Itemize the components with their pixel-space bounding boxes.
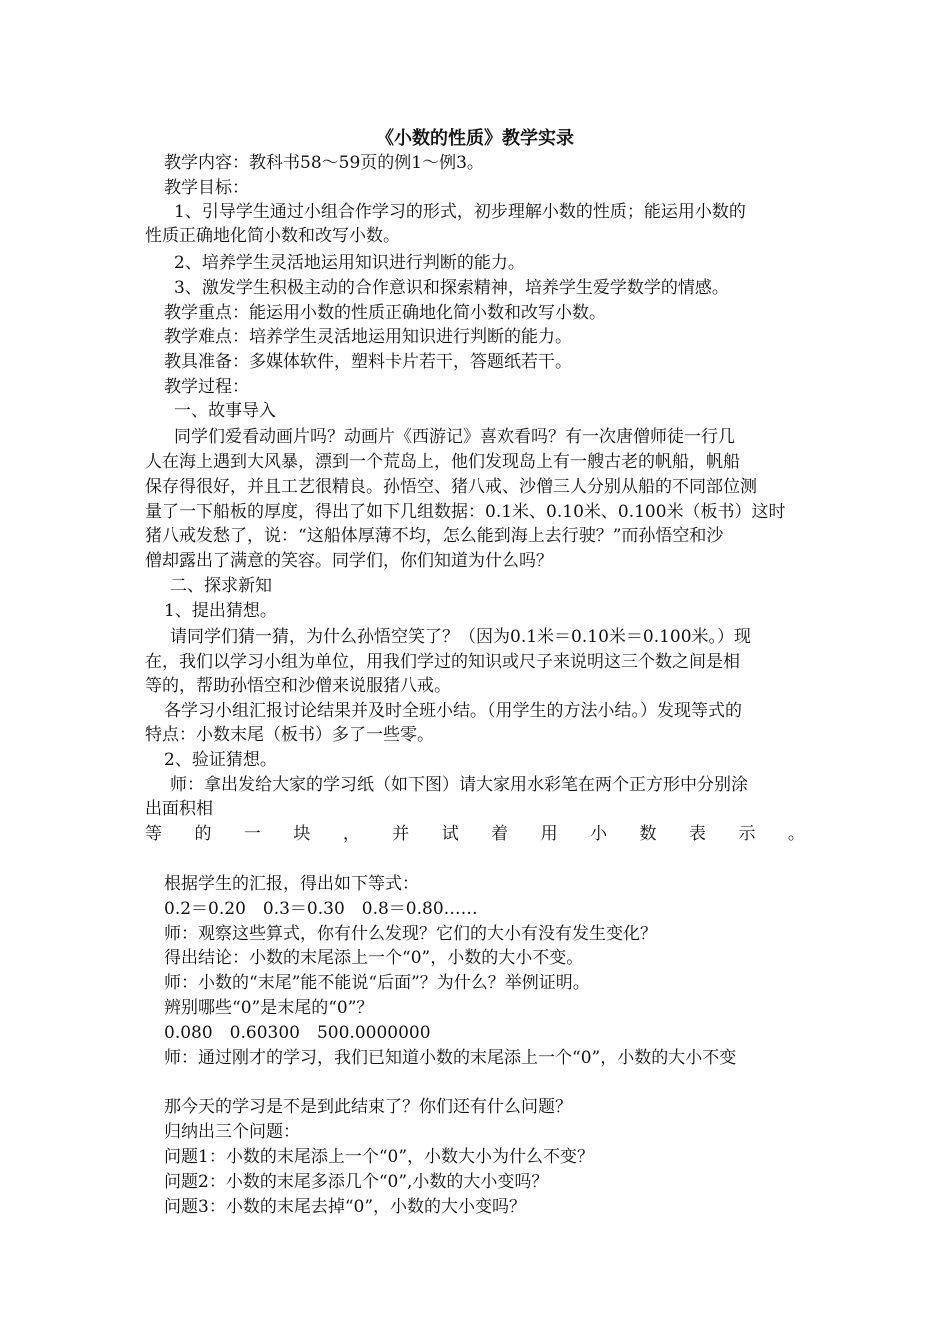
text-line: 教学目标： [164,178,249,198]
text-line: 2、验证猜想。 [164,750,277,770]
text-line: 辨别哪些“0”是末尾的“0”？ [164,998,374,1018]
text-line: 各学习小组汇报讨论结果并及时全班小结。（用学生的方法小结。）发现等式的 [164,701,742,721]
number-line: 0.080 0.60300 500.0000000 [164,1023,431,1043]
char: 示 [738,824,756,844]
text-line: 同学们爱看动画片吗？动画片《西游记》喜欢看吗？有一次唐僧师徒一行几 [174,427,735,447]
char: 并 [392,824,410,844]
text-line: 2、培养学生灵活地运用知识进行判断的能力。 [174,253,525,273]
question-line: 问题2：小数的末尾多添几个“0”,小数的大小变吗？ [164,1172,549,1192]
text-line: 教学难点：培养学生灵活地运用知识进行判断的能力。 [164,327,572,347]
question-line: 问题1：小数的末尾添上一个“0”，小数大小为什么不变？ [164,1147,595,1167]
text-line: 在，我们以学习小组为单位，用我们学过的知识或尺子来说明这三个数之间是相 [145,652,740,672]
char: 着 [491,824,509,844]
text-line: 得出结论：小数的末尾添上一个“0”，小数的大小不变。 [164,948,584,968]
text-line: 那今天的学习是不是到此结束了？你们还有什么问题？ [164,1097,572,1117]
text-line: 3、激发学生积极主动的合作意识和探索精神，培养学生爱学数学的情感。 [174,278,729,298]
char: 小 [590,824,608,844]
justified-line [145,822,805,846]
text-line: 师：小数的“末尾”能不能说“后面”？为什么？举例证明。 [164,973,590,993]
text-line: 教学过程： [164,377,249,397]
text-line: 教学内容：教科书58～59页的例1～例3。 [164,153,484,173]
text-line: 师：观察这些算式，你有什么发现？它们的大小有没有发生变化？ [164,924,657,944]
text-line: 特点：小数末尾（板书）多了一些零。 [145,725,434,745]
text-line: 量了一下船板的厚度，得出了如下几组数据：0.1米、0.10米、0.100米（板书）这时 [145,502,786,522]
char: 的 [194,824,212,844]
char: 数 [639,824,657,844]
char: 表 [688,824,706,844]
question-line: 问题3：小数的末尾去掉“0”，小数的大小变吗？ [164,1197,527,1217]
text-line: 教学重点：能运用小数的性质正确地化简小数和改写小数。 [164,303,606,323]
char: 一 [243,824,261,844]
text-line: 人在海上遇到大风暴，漂到一个荒岛上，他们发现岛上有一艘古老的帆船，帆船 [145,452,740,472]
text-line: 师：拿出发给大家的学习纸（如下图）请大家用水彩笔在两个正方形中分别涂 [170,775,748,795]
document-title: 《小数的性质》教学实录 [376,128,574,149]
text-line: 性质正确地化简小数和改写小数。 [145,226,400,246]
text-line: 猪八戒发愁了，说：“这船体厚薄不均，怎么能到海上去行驶？”而孙悟空和沙 [145,526,724,546]
char: 试 [441,824,459,844]
section-heading: 一、故事导入 [174,401,276,421]
char: 块 [293,824,311,844]
text-line: 1、提出猜想。 [164,601,277,621]
section-heading: 二、探求新知 [170,576,272,596]
text-line: 僧却露出了满意的笑容。同学们，你们知道为什么吗？ [145,551,553,571]
char: ， [342,824,360,844]
text-line: 根据学生的汇报，得出如下等式： [164,874,419,894]
text-line: 保存得很好，并且工艺很精良。孙悟空、猪八戒、沙僧三人分别从船的不同部位测 [145,477,757,497]
text-line: 出面积相 [145,799,213,819]
text-line: 等的，帮助孙悟空和沙僧来说服猪八戒。 [145,676,451,696]
text-line: 1、引导学生通过小组合作学习的形式，初步理解小数的性质；能运用小数的 [174,202,746,222]
text-line: 归纳出三个问题： [164,1122,300,1142]
char: 用 [540,824,558,844]
char: 。 [787,824,805,844]
text-line: 教具准备：多媒体软件，塑料卡片若干，答题纸若干。 [164,352,572,372]
text-line: 请同学们猜一猜，为什么孙悟空笑了？（因为0.1米＝0.10米＝0.100米。）现 [170,627,752,647]
char: 等 [145,824,162,844]
text-line: 师：通过刚才的学习，我们已知道小数的末尾添上一个“0”，小数的大小不变 [164,1048,737,1068]
equation-line: 0.2＝0.20 0.3＝0.30 0.8＝0.80…… [164,899,478,919]
